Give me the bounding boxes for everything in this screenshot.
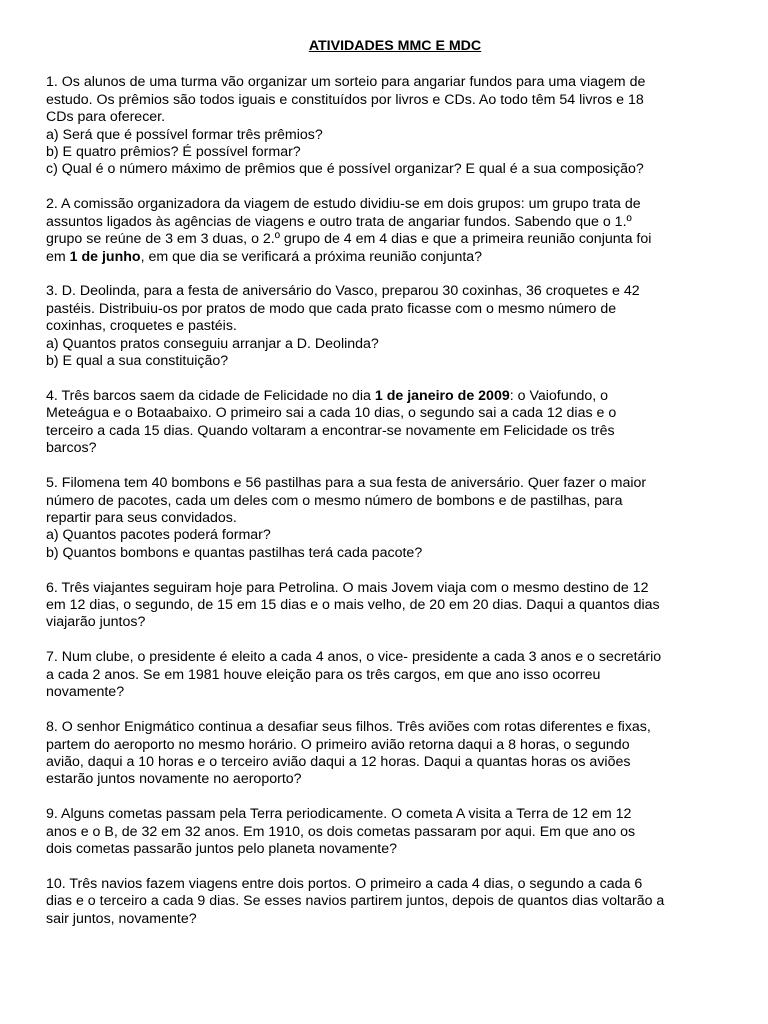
question-text-line: 5. Filomena tem 40 bombons e 56 pastilhas para a sua festa de aniversário. Quer fazer o maior bbox=[46, 475, 647, 492]
question-text-line: repartir para seus convidados. bbox=[46, 509, 237, 526]
question-text-line bbox=[46, 249, 736, 266]
question-3 bbox=[46, 283, 736, 370]
question-text-line: 7. Num clube, o presidente é eleito a cada 4 anos, o vice- presidente a cada 3 anos e o secretário bbox=[46, 649, 662, 666]
question-text-line: avião, daqui a 10 horas e o terceiro avião daqui a 12 horas. Daqui a quantas horas os aviões bbox=[46, 753, 631, 770]
question-1 bbox=[46, 74, 736, 178]
question-text-line: viajarão juntos? bbox=[46, 614, 146, 631]
question-option-a: a) Quantos pratos conseguiu arranjar a D. Deolinda? bbox=[46, 335, 379, 352]
page-title: ATIVIDADES MMC E MDC bbox=[308, 38, 482, 54]
text-segment: em bbox=[46, 248, 70, 265]
question-option-b: b) Quantos bombons e quantas pastilhas terá cada pacote? bbox=[46, 544, 423, 561]
question-text-line: estarão juntos novamente no aeroporto? bbox=[46, 771, 302, 788]
text-segment: 4. Três barcos saem da cidade de Felicidade no dia bbox=[46, 388, 375, 404]
question-text-line: 3. D. Deolinda, para a festa de aniversário do Vasco, preparou 30 coxinhas, 36 croquetes e 42 bbox=[46, 283, 640, 300]
question-9 bbox=[46, 806, 736, 858]
question-10 bbox=[46, 876, 736, 928]
question-text-line: 10. Três navios fazem viagens entre dois portos. O primeiro a cada 4 dias, o segundo a cada 6 bbox=[46, 875, 643, 892]
bold-date: 1 de janeiro de 2009 bbox=[374, 388, 510, 404]
question-text-line: pastéis. Distribuiu-os por pratos de modo que cada prato ficasse com o mesmo número de bbox=[46, 300, 617, 317]
question-text-line: sair juntos, novamente? bbox=[46, 910, 197, 927]
document-page bbox=[46, 38, 736, 946]
question-option-a: a) Quantos pacotes poderá formar? bbox=[46, 527, 271, 544]
question-text-line: dois cometas passarão juntos pelo planeta novamente? bbox=[46, 841, 397, 858]
question-6 bbox=[46, 580, 736, 632]
question-text-line: a cada 2 anos. Se em 1981 houve eleição para os três cargos, em que ano isso ocorreu bbox=[46, 666, 601, 683]
question-text-line: 1. Os alunos de uma turma vão organizar um sorteio para angariar fundos para uma viagem de bbox=[46, 74, 646, 91]
question-text-line: número de pacotes, cada um deles com o mesmo número de bombons e de pastilhas, para bbox=[46, 492, 623, 509]
question-7 bbox=[46, 649, 736, 701]
question-option-b: b) E qual a sua constituição? bbox=[46, 353, 229, 370]
question-text-line: 8. O senhor Enigmático continua a desafiar seus filhos. Três aviões com rotas diferentes e fixas, bbox=[46, 719, 651, 736]
question-4 bbox=[46, 388, 736, 458]
question-text-line: coxinhas, croquetes e pastéis. bbox=[46, 318, 237, 335]
question-8 bbox=[46, 719, 736, 789]
question-option-b: b) E quatro prêmios? É possível formar? bbox=[46, 144, 301, 161]
question-5 bbox=[46, 475, 736, 562]
question-2 bbox=[46, 196, 736, 266]
question-text-line: novamente? bbox=[46, 684, 125, 701]
question-text-line: assuntos ligados às agências de viagens e outro trata de angariar fundos. Sabendo que o 1.º bbox=[46, 213, 632, 230]
question-text-line: 2. A comissão organizadora da viagem de estudo dividiu-se em dois grupos: um grupo trata de bbox=[46, 196, 641, 213]
question-text-line: barcos? bbox=[46, 440, 97, 457]
question-text-line: em 12 dias, o segundo, de 15 em 15 dias e o mais velho, de 20 em 20 dias. Daqui a quantos dias bbox=[46, 597, 660, 614]
question-text-line: grupo se reúne de 3 em 3 duas, o 2.º grupo de 4 em 4 dias e que a primeira reunião conjunta foi bbox=[46, 231, 652, 248]
question-option-c: c) Qual é o número máximo de prêmios que é possível organizar? E qual é a sua composição? bbox=[46, 161, 644, 178]
question-text-line: terceiro a cada 15 dias. Quando voltaram a encontrar-se novamente em Felicidade os três bbox=[46, 422, 615, 439]
question-option-a: a) Será que é possível formar três prêmios? bbox=[46, 126, 323, 143]
question-text-line: anos e o B, de 32 em 32 anos. Em 1910, os dois cometas passaram por aqui. Em que ano os bbox=[46, 823, 636, 840]
text-segment: : o Vaiofundo, o bbox=[509, 388, 609, 404]
bold-date: 1 de junho bbox=[69, 248, 141, 265]
question-text-line: Meteágua e o Botaabaixo. O primeiro sai a cada 10 dias, o segundo sai a cada 12 dias e o bbox=[46, 405, 617, 422]
question-text-line: 6. Três viajantes seguiram hoje para Petrolina. O mais Jovem viaja com o mesmo destino de 12 bbox=[46, 579, 649, 596]
question-text-line: dias e o terceiro a cada 9 dias. Se esses navios partirem juntos, depois de quantos dias voltarão a bbox=[46, 893, 665, 910]
question-text-line: estudo. Os prêmios são todos iguais e constituídos por livros e CDs. Ao todo têm 54 livros e 18 bbox=[46, 91, 644, 108]
question-text-line: partem do aeroporto no mesmo horário. O primeiro avião retorna daqui a 8 horas, o segundo bbox=[46, 736, 630, 753]
question-text-line: CDs para oferecer. bbox=[46, 109, 166, 126]
question-text-line: 9. Alguns cometas passam pela Terra periodicamente. O cometa A visita a Terra de 12 em 12 bbox=[46, 806, 632, 823]
question-text-line bbox=[46, 388, 736, 405]
text-segment: , em que dia se verificará a próxima reunião conjunta? bbox=[140, 248, 483, 265]
